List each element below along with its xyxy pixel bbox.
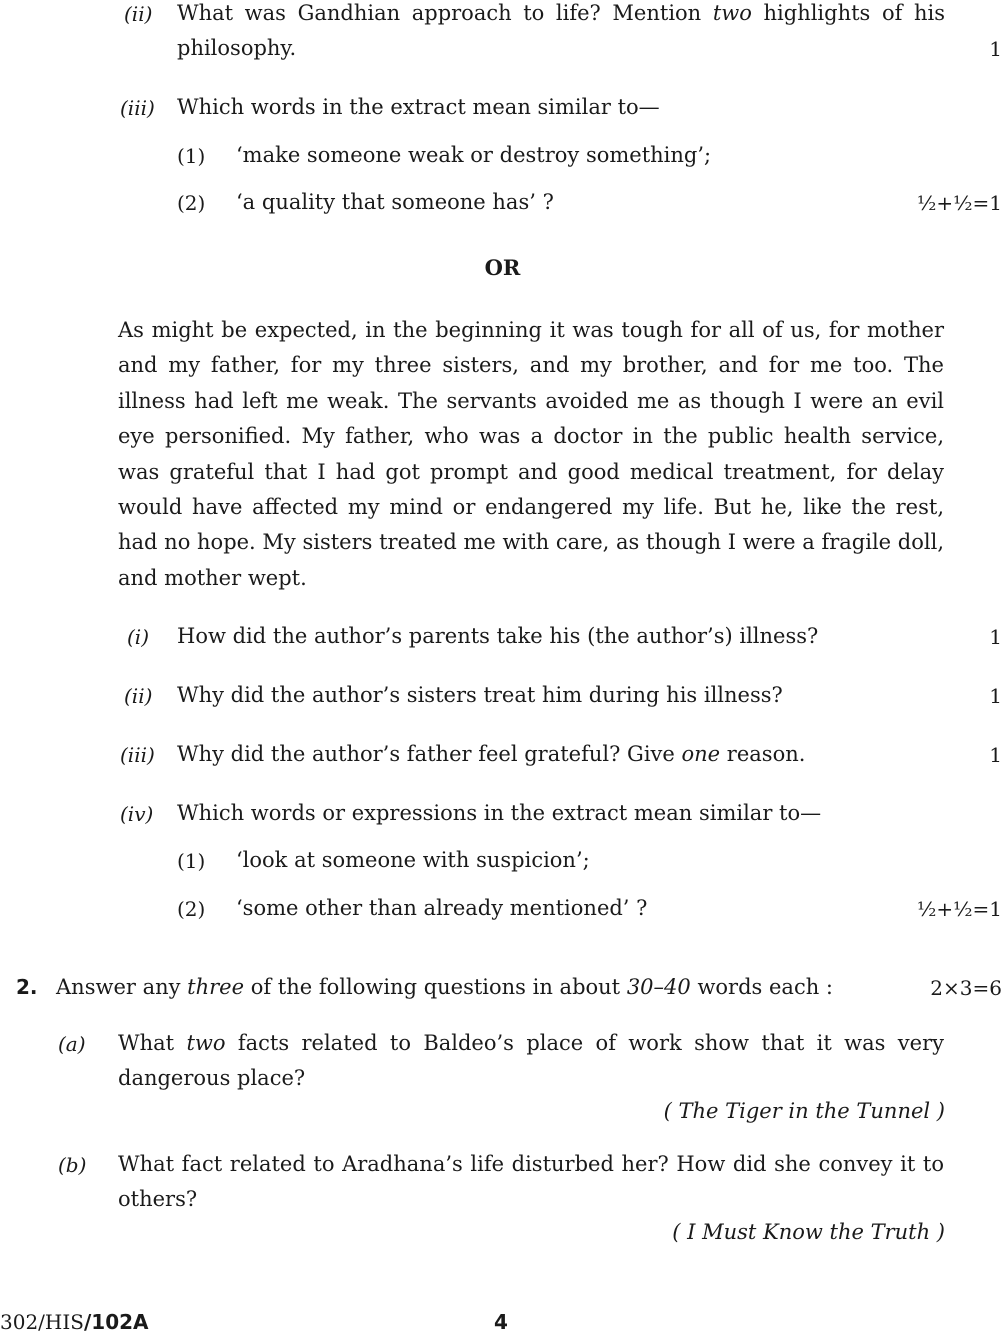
question-label-iv: (iv) <box>120 802 154 826</box>
item-number-iv-2: (2) <box>177 897 206 921</box>
question-2-marks: 2×3=6 <box>930 976 1002 1000</box>
question-label-iii-b: (iii) <box>120 743 155 767</box>
question-iii-b-text-b: reason. <box>720 742 806 766</box>
question-label-iii: (iii) <box>120 96 155 120</box>
question-iii-b-text-a: Why did the author’s father feel grateful? Give <box>177 742 682 766</box>
question-ii-text <box>177 0 945 66</box>
item-number-iv-1: (1) <box>177 849 206 873</box>
question-ii-b-text: Why did the author’s sisters treat him during his illness? <box>177 683 783 707</box>
question-ii-marks: 1 <box>989 37 1002 61</box>
question-label-ii: (ii) <box>124 2 153 26</box>
question-ii-text-a: What was Gandhian approach to life? Mention <box>177 1 713 25</box>
question-label-ii-b: (ii) <box>124 684 153 708</box>
question-i-marks: 1 <box>989 625 1002 649</box>
question-ii-text-b: highlights of his philosophy. <box>177 1 945 60</box>
item-number-2: (2) <box>177 191 206 215</box>
question-iii-marks: ½+½=1 <box>916 191 1002 215</box>
part-label-b: (b) <box>58 1153 87 1177</box>
question-ii-b-marks: 1 <box>989 684 1002 708</box>
question-ii-text-em: two <box>712 1 752 25</box>
part-a-text-a: What <box>118 1031 187 1055</box>
question-2-text-c: words each : <box>690 975 833 999</box>
part-a-source: ( The Tiger in the Tunnel ) <box>663 1099 945 1123</box>
page-number: 4 <box>494 1310 508 1334</box>
item-number-1: (1) <box>177 144 206 168</box>
part-a-text <box>118 1026 944 1096</box>
part-a-text-em: two <box>186 1031 226 1055</box>
item-text-1: ‘make someone weak or destroy something’; <box>236 143 712 167</box>
part-a-text-b: facts related to Baldeo’s place of work show that it was very dangerous place? <box>118 1031 944 1090</box>
question-2-text-a: Answer any <box>56 975 188 999</box>
paper-code-plain: 302/HIS <box>0 1310 84 1334</box>
question-2-text-b: of the following questions in about <box>244 975 627 999</box>
question-2-text <box>56 975 833 999</box>
question-iv-text: Which words or expressions in the extract mean similar to— <box>177 801 822 825</box>
part-label-a: (a) <box>58 1032 86 1056</box>
paper-code-bold: /102A <box>83 1310 149 1334</box>
question-label-i: (i) <box>127 625 150 649</box>
question-2-text-em1: three <box>187 975 245 999</box>
item-text-iv-1: ‘look at someone with suspicion’; <box>236 848 590 872</box>
question-iii-b-text <box>177 737 805 772</box>
or-divider: OR <box>484 255 521 280</box>
paper-code <box>0 1310 149 1334</box>
question-2-number: 2. <box>16 975 38 999</box>
part-b-text: What fact related to Aradhana’s life disturbed her? How did she convey it to others? <box>118 1152 944 1211</box>
question-iii-text: Which words in the extract mean similar to— <box>177 95 660 119</box>
question-iv-marks: ½+½=1 <box>916 897 1002 921</box>
item-text-iv-2: ‘some other than already mentioned’ ? <box>236 896 648 920</box>
item-text-2: ‘a quality that someone has’ ? <box>236 190 554 214</box>
extract-passage: As might be expected, in the beginning it was tough for all of us, for mother and my father, for my three sisters, and my brother, and for me too. The illness had left me weak. The servants avoided me as though I were an evil eye personified. My father, who was a doctor in the public health service, was grateful that I had got prompt and good medical treatment, for delay would have affected my mind or endangered my life. But he, like the rest, had no hope. My sisters treated me with care, as though I were a fragile doll, and mother wept. <box>118 318 944 590</box>
question-iii-b-text-em: one <box>681 742 721 766</box>
question-iii-b-marks: 1 <box>989 743 1002 767</box>
part-b-source: ( I Must Know the Truth ) <box>672 1220 945 1244</box>
question-2-text-em2: 30–40 <box>626 975 691 999</box>
question-i-text: How did the author’s parents take his (the author’s) illness? <box>177 624 819 648</box>
